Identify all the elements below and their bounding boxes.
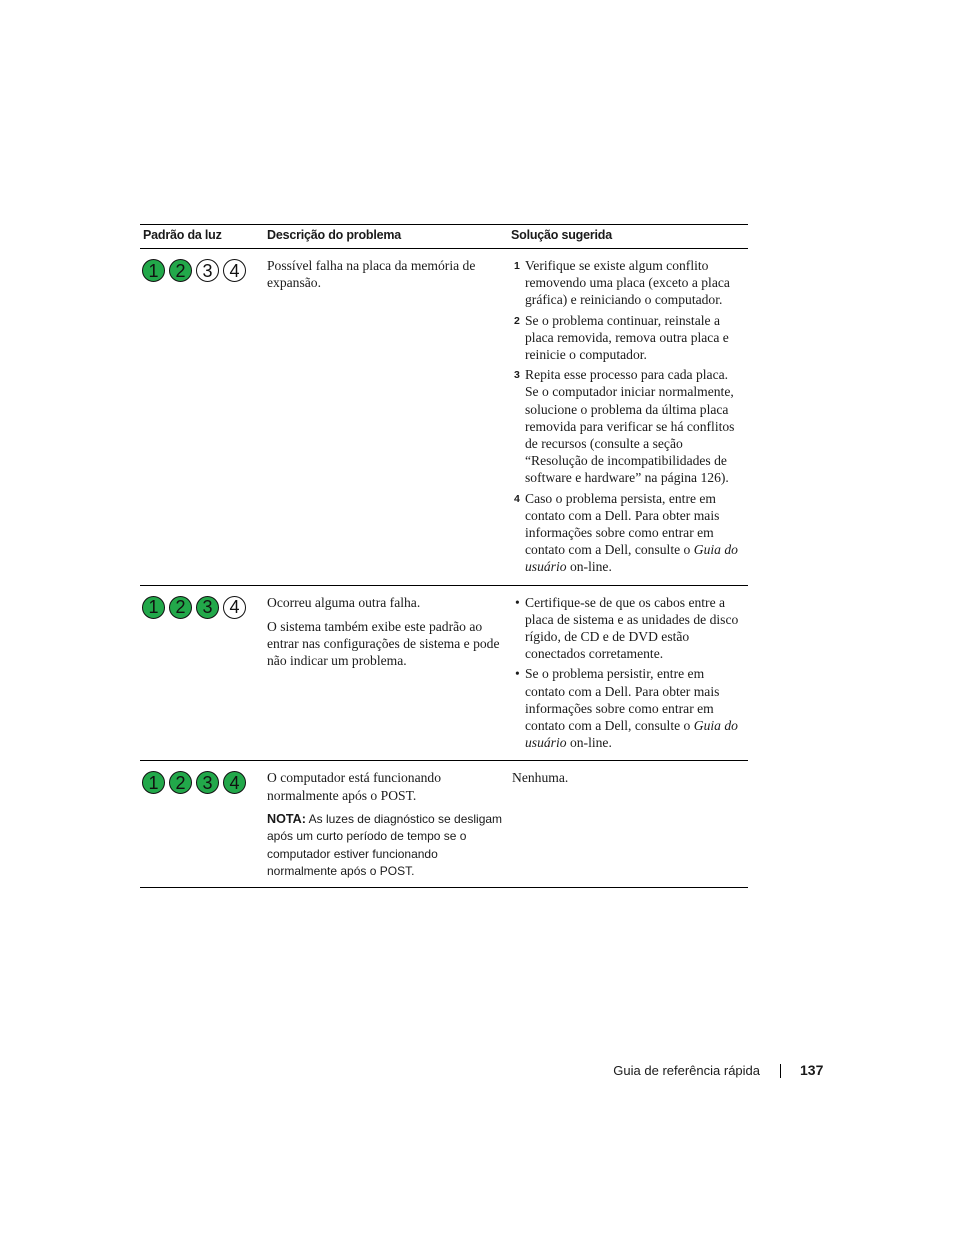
problem-description-cell [264,761,508,887]
description-text: O sistema também exibe este padrão ao entrar nas configurações de sistema e pode não indicar um problema. [267,618,500,669]
diagnostic-light-2: 2 [169,596,192,619]
solution-bullet [512,594,742,663]
table-header-row [140,225,748,249]
light-pattern-cell [140,249,264,586]
step-number: 4 [514,492,520,505]
table-row [140,585,748,761]
solution-step [512,257,742,309]
description-text: O computador está funcionando normalmente após o POST. [267,770,442,803]
diagnostic-light-4: 4 [223,259,246,282]
suggested-solution-cell [508,249,748,586]
diagnostic-light-3: 3 [196,259,219,282]
diagnostic-light-4: 4 [223,771,246,794]
bullet-text-post: on-line. [566,735,612,751]
problem-description-cell [264,585,508,761]
step-text-pre: Caso o problema persista, entre em contato com a Dell. Para obter mais informações sobre como entrar em contato com a Dell, consulte o [525,490,720,558]
solution-steps [512,257,742,576]
solution-step [512,366,742,486]
description-text: Possível falha na placa da memória de expansão. [267,258,476,291]
step-number: 3 [514,369,520,382]
solution-step [512,490,742,576]
step-text: Repita esse processo para cada placa. Se o computador iniciar normalmente, solucione o problema da última placa removida para verificar se há conflitos de recursos (consulte a seção “Resolução de incompatibilidades de software e hardware” na página 126). [525,367,735,486]
step-text-post: on-line. [566,559,612,575]
user-guide-title: Guia do usuário [525,542,738,575]
bullet-mark: • [515,594,520,610]
note-text: As luzes de diagnóstico se desligam após um curto período de tempo se o computador estiver funcionando normalmente após o POST. [267,811,503,879]
solution-step [512,312,742,364]
step-number: 1 [514,260,520,272]
footer-separator [780,1064,781,1078]
diagnostic-light-3: 3 [196,596,219,619]
diagnostic-light-1: 1 [142,596,165,619]
page-number: 137 [800,1062,824,1078]
footer-title: Guia de referência rápida [613,1063,760,1078]
page-footer [0,1061,954,1081]
note [267,811,508,881]
suggested-solution-cell [508,761,748,887]
description-text: Ocorreu alguma outra falha. [267,594,421,610]
step-text [525,490,742,576]
diagnostic-light-2: 2 [169,771,192,794]
column-header-suggested-solution: Solução sugerida [508,225,748,249]
solution-bullets [512,594,742,752]
solution-bullet [512,665,742,751]
diagnostic-light-4: 4 [223,596,246,619]
table-row [140,249,748,586]
user-guide-title: Guia do usuário [525,718,738,751]
step-number: 2 [514,314,520,327]
light-pattern [142,771,264,794]
column-header-light-pattern: Padrão da luz [140,225,264,249]
diagnostic-light-2: 2 [169,259,192,282]
bullet-text-pre: Se o problema persistir, entre em contato com a Dell. Para obter mais informações sobre como entrar em contato com a Dell, consulte o [525,666,720,734]
note-label: NOTA: [267,811,306,826]
table-row [140,761,748,887]
light-pattern-cell [140,585,264,761]
bullet-text [525,665,742,751]
diagnostic-light-1: 1 [142,771,165,794]
light-pattern-cell [140,761,264,887]
step-text: Verifique se existe algum conflito removendo uma placa (exceto a placa gráfica) e reiniciando o computador. [525,258,730,308]
bullet-text: Certifique-se de que os cabos entre a placa de sistema e as unidades de disco rígido, de CD e de DVD estão conectados corretamente. [525,594,739,662]
suggested-solution-cell [508,585,748,761]
problem-description-cell [264,249,508,586]
diagnostic-lights-table [140,224,748,888]
column-header-problem-description: Descrição do problema [264,225,508,249]
light-pattern [142,596,264,619]
diagnostic-light-1: 1 [142,259,165,282]
light-pattern [142,259,264,282]
solution-text: Nenhuma. [512,770,569,786]
diagnostic-light-3: 3 [196,771,219,794]
step-text: Se o problema continuar, reinstale a placa removida, remova outra placa e reinicie o computador. [525,312,729,363]
bullet-mark: • [515,666,520,682]
